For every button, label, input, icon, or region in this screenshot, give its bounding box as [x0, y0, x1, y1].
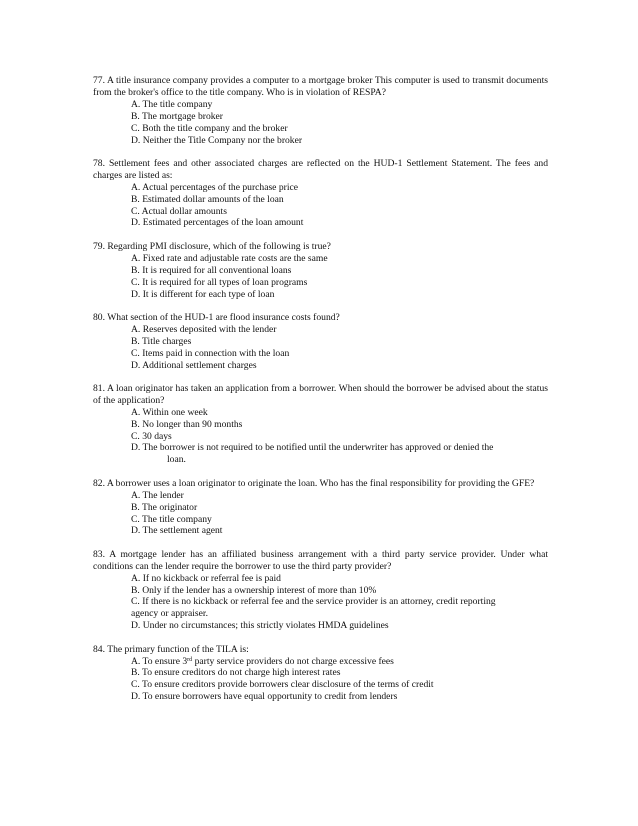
answer-option-d: D. It is different for each type of loan: [131, 288, 275, 300]
answer-option-b: B. Only if the lender has a ownership interest of more than 10%: [131, 584, 377, 596]
answer-option-b: B. The mortgage broker: [131, 110, 224, 122]
question-80: [93, 312, 548, 372]
answer-option-d: D. Additional settlement charges: [131, 359, 257, 371]
question-stem: 84. The primary function of the TILA is:: [93, 643, 249, 655]
answer-option-b: B. It is required for all conventional loans: [131, 264, 292, 276]
answer-option-c: C. If there is no kickback or referral fee and the service provider is an attorney, credit reporting: [131, 596, 496, 608]
answer-option-d: D. Estimated percentages of the loan amount: [131, 217, 304, 229]
answer-option-d: D. The borrower is not required to be notified until the underwriter has approved or denied the: [131, 442, 494, 454]
answer-option-c: C. Actual dollar amounts: [131, 205, 227, 217]
answer-option-d: D. Neither the Title Company nor the broker: [131, 134, 303, 146]
answer-option-d-continuation: loan.: [167, 454, 186, 466]
answer-option-b: B. No longer than 90 months: [131, 418, 243, 430]
answer-option-d: D. To ensure borrowers have equal opportunity to credit from lenders: [131, 691, 398, 703]
answer-option-c: C. The title company: [131, 513, 212, 525]
question-78: [93, 158, 548, 229]
answer-option-b: B. Estimated dollar amounts of the loan: [131, 193, 284, 205]
answer-option-a-suffix: party service providers do not charge excessive fees: [192, 655, 394, 667]
question-stem: 83. A mortgage lender has an affiliated business arrangement with a third party service provider. Under what conditions can the lender require the borrower to use the third party provider?: [93, 548, 548, 572]
question-stem: 80. What section of the HUD-1 are flood insurance costs found?: [93, 311, 340, 323]
answer-option-c-continuation: agency or appraiser.: [131, 608, 208, 620]
question-stem: 78. Settlement fees and other associated charges are reflected on the HUD-1 Settlement Statement. The fees and charges are listed as:: [93, 157, 548, 181]
ordinal-superscript: rd: [187, 656, 193, 663]
answer-option-a: [93, 656, 548, 668]
answer-option-a: A. Reserves deposited with the lender: [131, 323, 277, 335]
answer-option-c: C. It is required for all types of loan programs: [131, 276, 308, 288]
answer-option-c: C. To ensure creditors provide borrowers clear disclosure of the terms of credit: [131, 679, 434, 691]
answer-option-d: D. Under no circumstances; this strictly violates HMDA guidelines: [131, 620, 389, 632]
answer-option-c: C. 30 days: [131, 430, 172, 442]
question-81: [93, 383, 548, 466]
question-83: [93, 549, 548, 632]
answer-option-b: B. The originator: [131, 501, 198, 513]
question-stem: 81. A loan originator has taken an application from a borrower. When should the borrower be advised about the status of the application?: [93, 382, 548, 406]
question-stem: 77. A title insurance company provides a computer to a mortgage broker This computer is used to transmit documents from the broker's office to the title company. Who is in violation of RESPA?: [93, 75, 548, 98]
question-82: [93, 478, 548, 538]
question-84: [93, 644, 548, 704]
answer-option-a: A. If no kickback or referral fee is paid: [131, 572, 281, 584]
answer-option-c: C. Both the title company and the broker: [131, 122, 288, 134]
answer-option-a: A. Actual percentages of the purchase price: [131, 181, 299, 193]
answer-option-a: A. The lender: [131, 489, 184, 501]
question-stem: 82. A borrower uses a loan originator to originate the loan. Who has the final responsibility for providing the GFE?: [93, 477, 535, 489]
question-77: [93, 75, 548, 146]
answer-option-a: A. Within one week: [131, 406, 208, 418]
answer-option-b: B. To ensure creditors do not charge high interest rates: [131, 667, 341, 679]
answer-option-d: D. The settlement agent: [131, 525, 223, 537]
document-page: [93, 75, 548, 715]
question-79: [93, 241, 548, 301]
answer-option-c: C. Items paid in connection with the loan: [131, 347, 290, 359]
answer-option-a: A. The title company: [131, 98, 213, 110]
answer-option-b: B. Title charges: [131, 335, 192, 347]
answer-option-a: A. Fixed rate and adjustable rate costs are the same: [131, 252, 328, 264]
answer-option-a-prefix: A. To ensure 3: [131, 655, 188, 667]
question-stem: 79. Regarding PMI disclosure, which of the following is true?: [93, 240, 331, 252]
